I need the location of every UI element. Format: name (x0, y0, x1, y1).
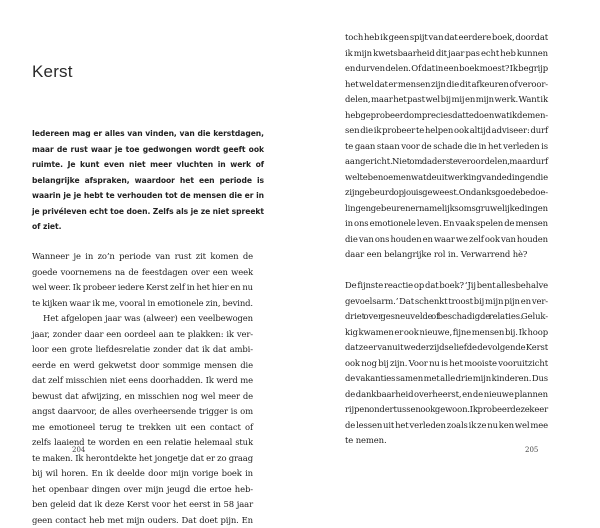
text-line: lingen gebeuren er namelijk soms gruwelijke dingen (345, 201, 548, 217)
text-line: in ons emotionele leven. En vaak spelen de mensen (345, 216, 548, 232)
text-line: Wanneer je in zo’n periode van rust zit komen de (32, 249, 253, 265)
text-line: goede voornemens na de feestdagen over een week (32, 265, 253, 281)
intro-line: of ziet. (32, 219, 264, 235)
text-line: bewust dat afwijzing, en misschien nog wel meer de (32, 389, 253, 405)
text-line: te gaan staan voor de schade die in het verleden is (345, 139, 548, 155)
text-line: het openbaar dingen over mijn jeugd die ertoe heb- (32, 482, 253, 498)
text-line: aangericht. Niet om daders te veroordelen, maar durf (345, 154, 548, 170)
text-line: die van ons houden en waar we zelf ook van houden (345, 232, 548, 248)
chapter-intro (32, 126, 264, 235)
text-line: daar een belangrijke rol in. Verwarrend hè? (345, 247, 548, 263)
text-line: driet over gesneuvelde of beschadigde relaties. Geluk- (345, 309, 548, 325)
paragraph (345, 278, 548, 449)
paragraph (32, 311, 253, 528)
text-line: ben geleid dat ik deze Kerst voor het eerst in 58 jaar (32, 497, 253, 513)
left-page (0, 0, 300, 480)
text-line: delen, maar het past wel bij mij en mijn werk. Want ik (345, 92, 548, 108)
text-line: wel te benoemen wat de uitwerking van de dingen die (345, 170, 548, 186)
page-number: 205 (525, 446, 538, 454)
text-line: dat ze er vanuit wederzijdse liefde de volgende Kerst (345, 340, 548, 356)
text-line: de dankbaarheid overheerst, en de nieuwe plannen (345, 387, 548, 403)
text-line: wel weer. Ik probeer iedere Kerst zelf in het hier en nu (32, 280, 253, 296)
intro-line: Iedereen mag er alles van vinden, van die kerstdagen, (32, 126, 264, 142)
intro-line: ruimte. Je kunt even niet meer vluchten in werk of (32, 157, 264, 173)
text-line: de lessen uit het verleden zoals ik ze nu ken wel mee (345, 418, 548, 434)
text-line: dat zelf misschien niet eens doorhadden. Ik werd me (32, 373, 253, 389)
text-line: de vakanties samen met alle drie mijn kinderen. Dus (345, 371, 548, 387)
text-line: ook nog bij zijn. Voor nu is het mooiste vooruitzicht (345, 356, 548, 372)
text-line: sen die ik probeer te helpen ook altijd adviseer: durf (345, 123, 548, 139)
chapter-title: Kerst (32, 62, 73, 82)
text-line: heb geprobeerd om precies dat te doen wat ik de men- (345, 108, 548, 124)
text-line: bij wil horen. En ik deelde door mijn vorige boek in (32, 466, 253, 482)
text-line: rijpen ondertussen ook gewoon. Ik probeer deze keer (345, 402, 548, 418)
intro-line: belangrijke afspraken, waardoor het een periode is (32, 173, 264, 189)
text-line: geen contact heb met mijn ouders. Dat doet pijn. En (32, 513, 253, 528)
text-line: en durven delen. Of dat in een boek moest? Ik begrijp (345, 61, 548, 77)
right-body-text (345, 30, 548, 449)
paragraph (345, 30, 548, 263)
text-line: te nemen. (345, 433, 548, 449)
left-body-text (32, 249, 253, 528)
text-line: angst daarvoor, de alles overheersende trigger is om (32, 404, 253, 420)
text-line: jaar, zonder daar een oordeel aan te plakken: ik ver- (32, 327, 253, 343)
right-page (300, 0, 600, 480)
text-line: zelfs laaiend te worden en een relatie helemaal stuk (32, 435, 253, 451)
text-line: loor een grote liefdesrelatie zonder dat ik dat ambi- (32, 342, 253, 358)
text-line: De fijnste reactie op dat boek? ‘Jij bent allesbehalve (345, 278, 548, 294)
text-line: me emotioneel terug te trekken uit een contact of (32, 420, 253, 436)
text-line: ik mijn kwetsbaarheid dit jaar pas echt heb kunnen (345, 46, 548, 62)
text-line: kig kwamen er ook nieuwe, fijne mensen bij. Ik hoop (345, 325, 548, 341)
text-line: eerde en werd gekwetst door sommige mensen die (32, 358, 253, 374)
text-line: Het afgelopen jaar was (alweer) een veelbewogen (32, 311, 253, 327)
text-line: te kijken waar ik me, vooral in emotionele zin, bevind. (32, 296, 253, 312)
page-number: 204 (72, 446, 85, 454)
text-line: gevoelsarm.’ Dat schenkt troost bij mijn pijn en ver- (345, 294, 548, 310)
paragraph (32, 249, 253, 311)
intro-line: maar de rust waar je toe gedwongen wordt geeft ook (32, 142, 264, 158)
intro-line: je privéleven echt toe doen. Zelfs als je ze niet spreekt (32, 204, 264, 220)
text-line: te maken. Ik herontdekte het jongetje dat er zo graag (32, 451, 253, 467)
text-line: toch heb ik geen spijt van dat eerdere boek, doordat (345, 30, 548, 46)
text-line: het wel dat er mensen zijn die dit afkeuren of veroor- (345, 77, 548, 93)
text-line: zijn gebeurd op jou is geweest. Ondanks goede bedoe- (345, 185, 548, 201)
intro-line: waarin je je hebt te verhouden tot de mensen die er in (32, 188, 264, 204)
